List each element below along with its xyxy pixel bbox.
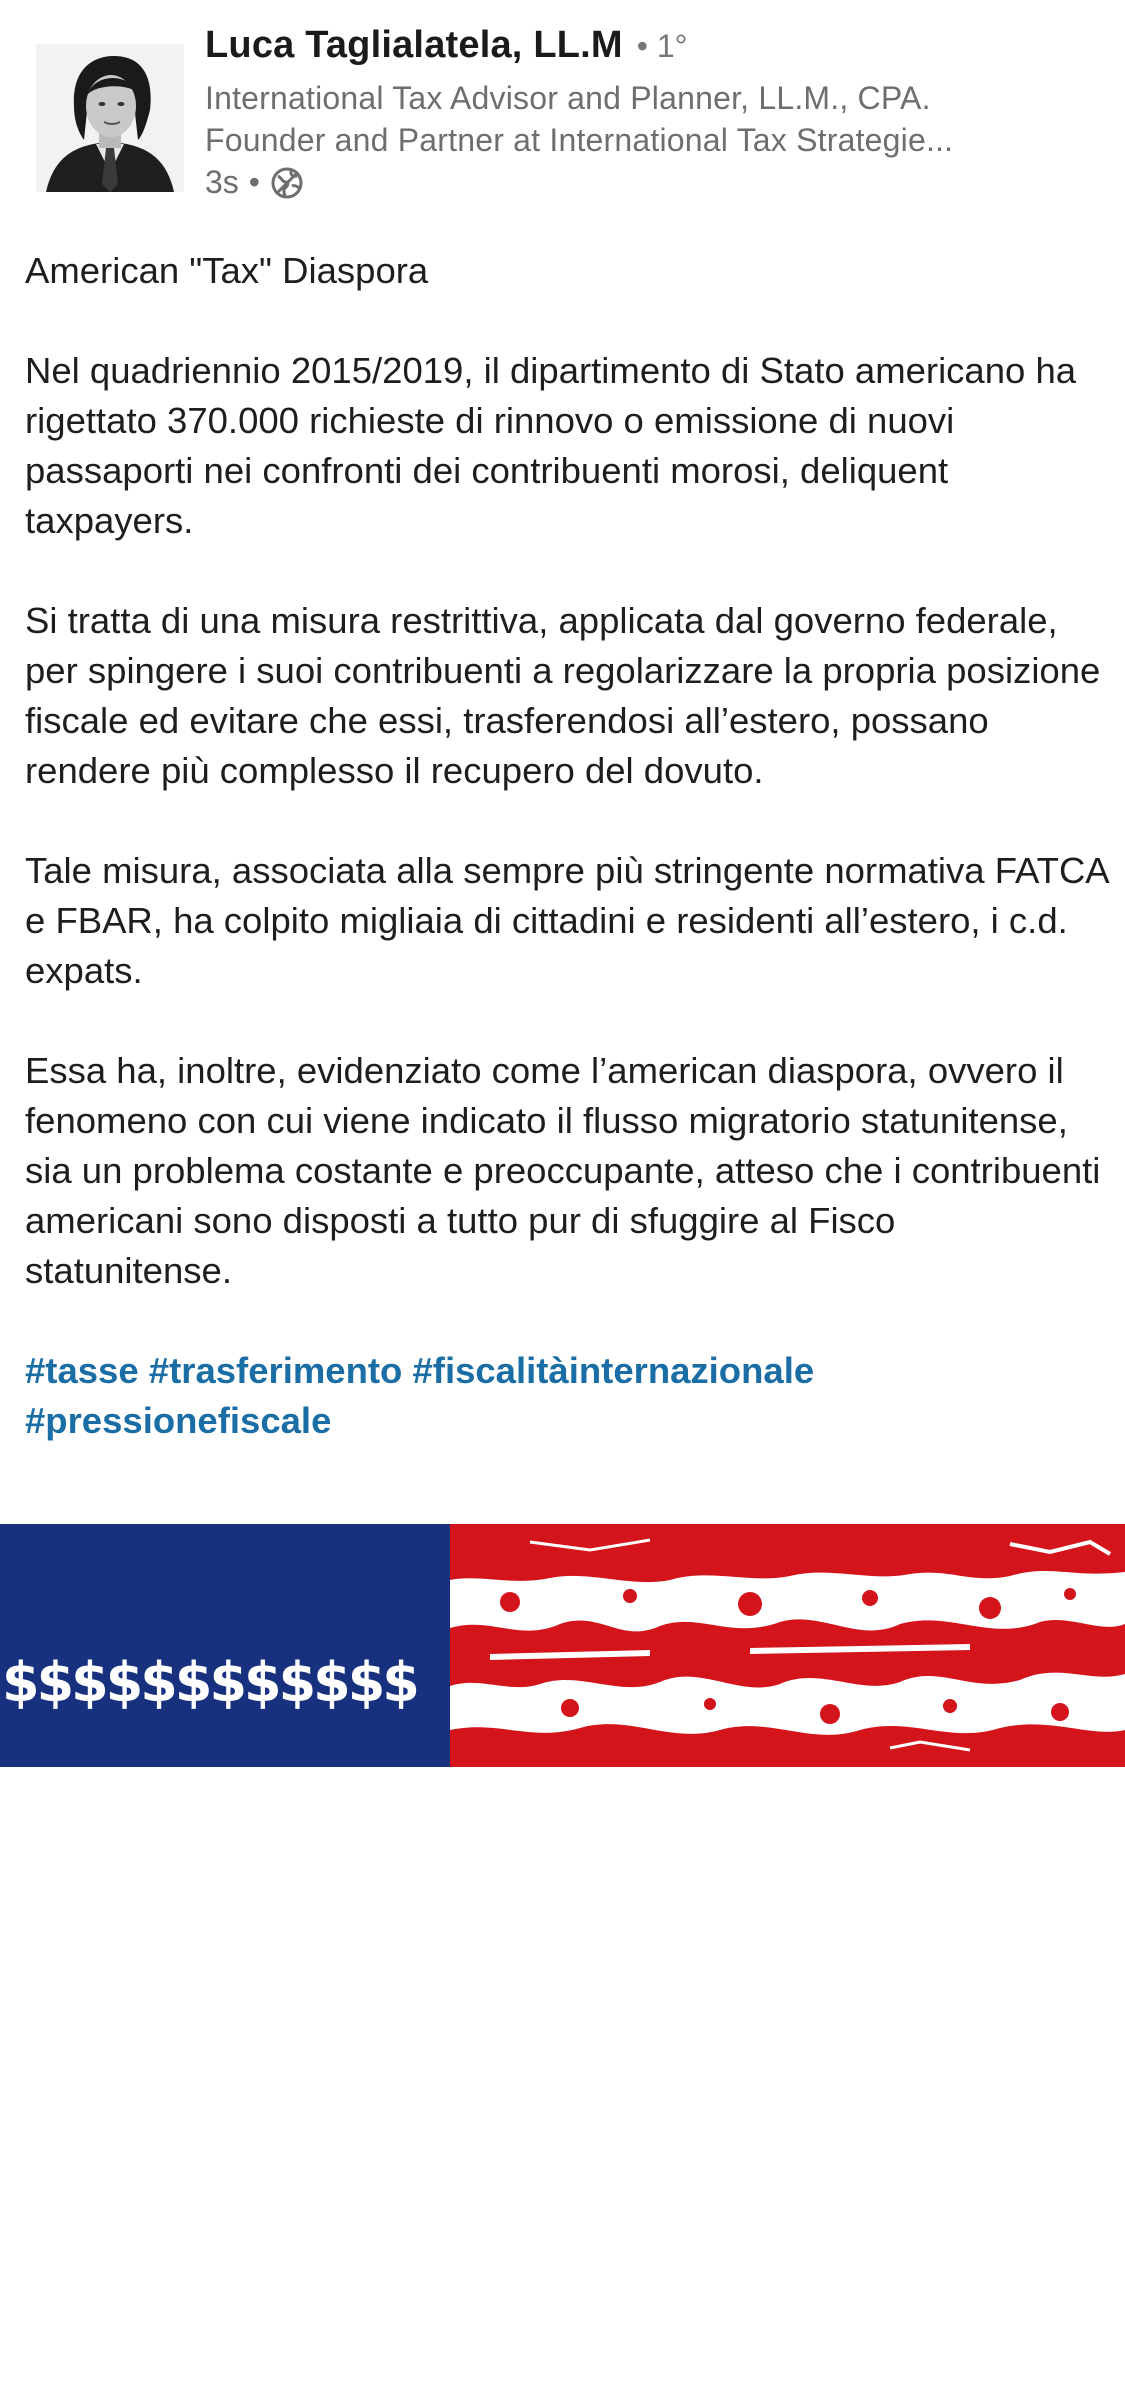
dollar-row: $$$$$$$$$$$$ <box>2 2023 417 2086</box>
post-time: 3s <box>205 164 239 200</box>
post-paragraph-4: Essa ha, inoltre, evidenziato come l’american diaspora, ovvero il fenomeno con cui viene indicato il flusso migratorio statunitense, sia un problema costante e preoccupante, atteso che i contribuenti americani sono disposti a tutto pur di sfuggire al Fisco statunitense. <box>25 1050 1101 1291</box>
author-headline-line-2: Founder and Partner at International Tax Strategie... <box>205 122 954 158</box>
post-meta <box>205 164 304 201</box>
post-title: American "Tax" Diaspora <box>25 250 429 291</box>
dollar-row: $$$$$$$$$$$$ <box>2 2209 417 2272</box>
dollar-row: $$$$$$$$$$$$ <box>2 1651 417 1714</box>
post-body <box>25 246 1110 1496</box>
post-paragraph-2: Si tratta di una misura restrittiva, applicata dal governo federale, per spingere i suoi contribuenti a regolarizzare la propria posizione fiscale ed evitare che essi, trasferendosi all’estero, possano rendere più complesso il recupero del dovuto. <box>25 600 1101 791</box>
post-image[interactable] <box>0 1524 1125 2272</box>
connection-degree: • 1° <box>636 28 688 64</box>
meta-separator: • <box>248 164 260 200</box>
post-paragraph-1: Nel quadriennio 2015/2019, il dipartimento di Stato americano ha rigettato 370.000 richieste di rinnovo o emissione di nuovi passaporti nei confronti dei contribuenti morosi, deliquent taxpayers. <box>25 350 1077 541</box>
author-name-row <box>205 24 687 78</box>
post-paragraph-3: Tale misura, associata alla sempre più stringente normativa FATCA e FBAR, ha colpito migliaia di cittadini e residenti all’estero, i c.d. expats. <box>25 850 1108 991</box>
post-header <box>0 0 1125 230</box>
flag-stripes <box>450 1524 1125 1767</box>
avatar-photo <box>36 44 184 192</box>
globe-icon <box>270 166 304 200</box>
flag-canton <box>0 1524 450 2272</box>
author-avatar[interactable] <box>36 44 184 192</box>
dollar-sign-grid <box>2 1528 452 2396</box>
author-headline-line-1: International Tax Advisor and Planner, LL.M., CPA. <box>205 80 931 116</box>
author-name[interactable]: Luca Taglialatela, LL.M <box>205 24 623 66</box>
post-hashtags[interactable]: #tasse #trasferimento #fiscalitàinternazionale #pressionefiscale <box>25 1350 815 1441</box>
dollar-row: $$$$$$$$$$$$ <box>2 1837 417 1900</box>
